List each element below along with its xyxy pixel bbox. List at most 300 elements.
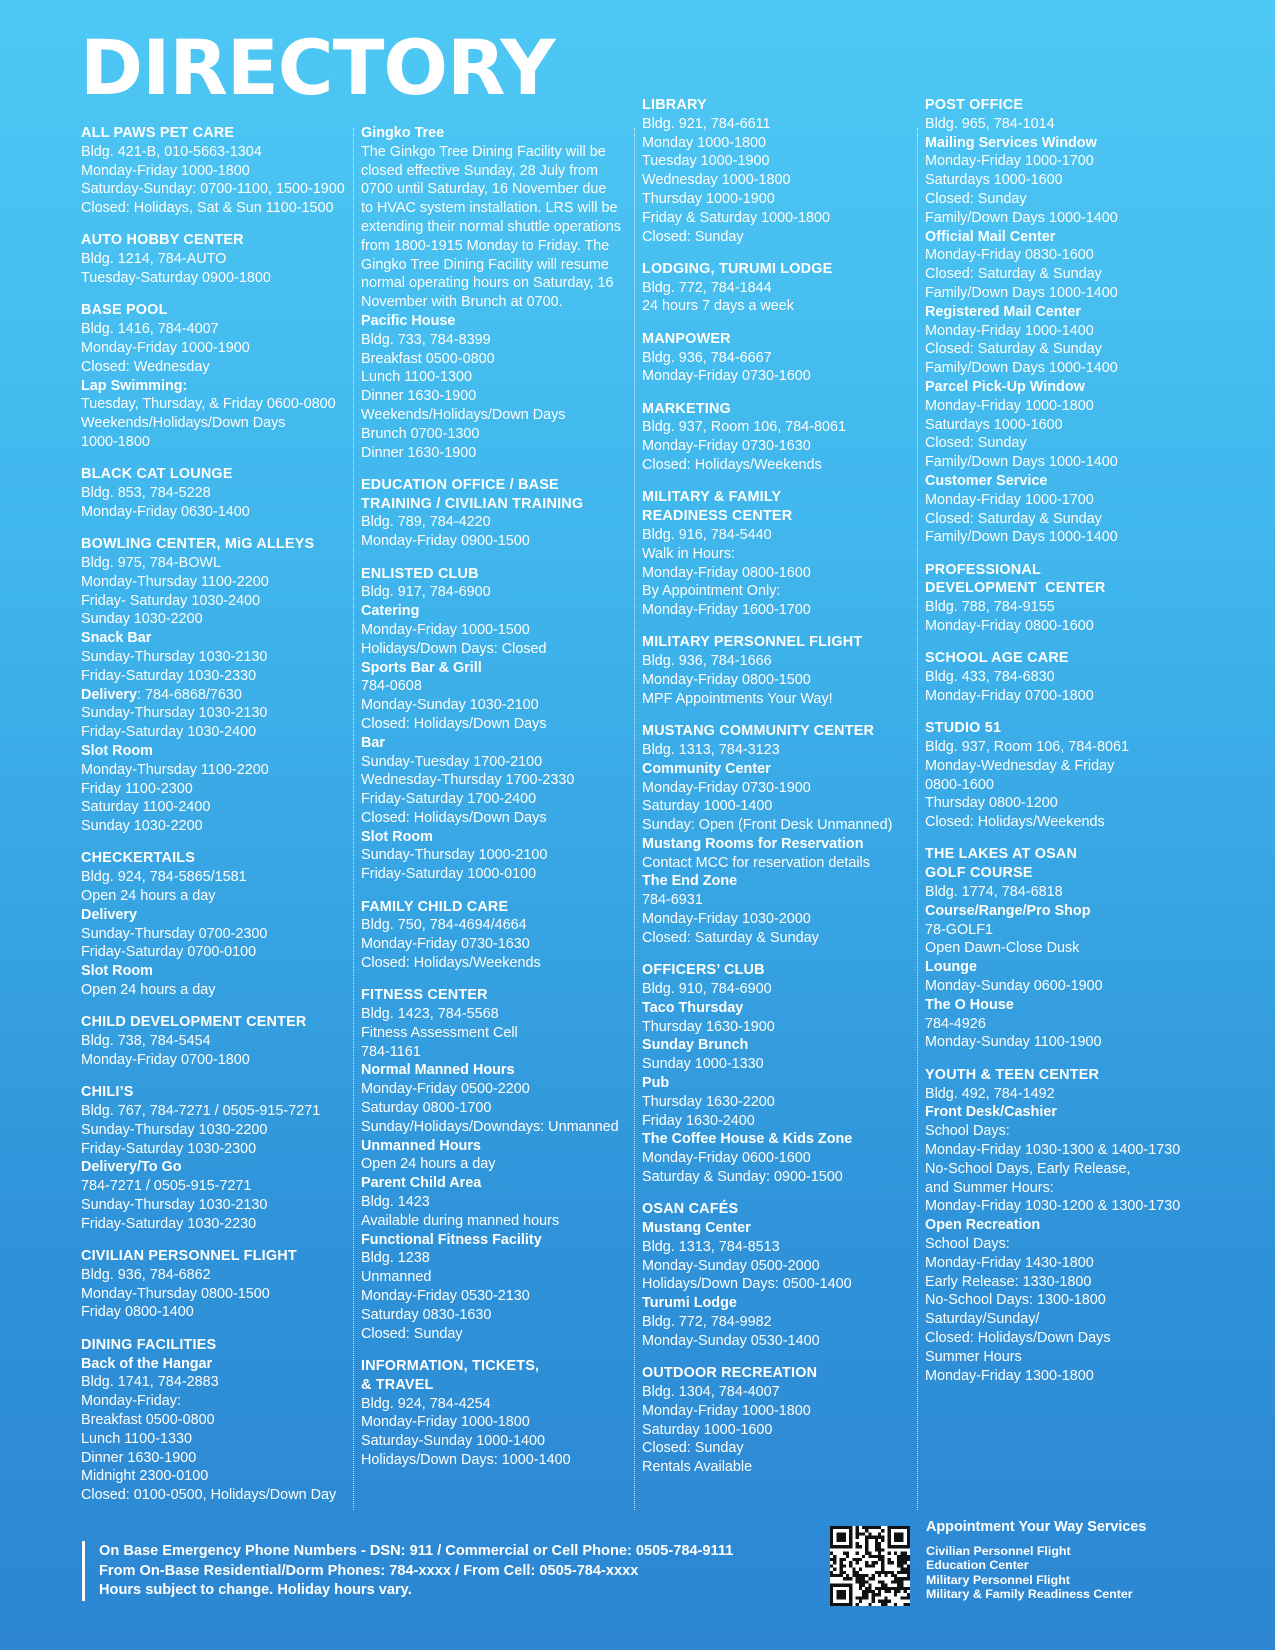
entry-detail-inline: : 784-6868/7630 xyxy=(137,686,242,703)
entry-detail: Bldg. 738, 784-5454 xyxy=(81,1033,211,1050)
directory-entry xyxy=(642,1364,912,1477)
entry-detail: Contact MCC for reservation details xyxy=(642,854,870,871)
entry-detail: Friday 0800-1400 xyxy=(81,1304,194,1321)
entry-subheading: Slot Room xyxy=(361,828,433,845)
entry-detail: Monday-Friday 0730-1600 xyxy=(642,368,811,385)
directory-entry xyxy=(361,565,629,885)
entry-detail: Monday-Sunday 0600-1900 xyxy=(925,978,1103,995)
entry-detail: Sunday 1030-2200 xyxy=(81,611,203,628)
entry-detail: Monday-Friday 1000-1800 xyxy=(925,397,1094,414)
entry-detail: Closed: Saturday & Sunday xyxy=(925,266,1102,283)
entry-detail: Bldg. 788, 784-9155 xyxy=(925,599,1055,616)
entry-detail: Bldg. 853, 784-5228 xyxy=(81,485,211,502)
entry-heading: MUSTANG COMMUNITY CENTER xyxy=(642,723,875,740)
entry-heading: BOWLING CENTER, MiG ALLEYS xyxy=(81,536,315,553)
entry-detail: Saturday-Sunday: 0700-1100, 1500-1900 xyxy=(81,181,345,198)
entry-detail: Bldg. 1423, 784-5568 xyxy=(361,1006,499,1023)
entry-detail: Open 24 hours a day xyxy=(361,1156,496,1173)
entry-detail: Family/Down Days 1000-1400 xyxy=(925,529,1118,546)
entry-heading: INFORMATION, TICKETS, xyxy=(361,1357,540,1374)
entry-detail: Holidays/Down Days: 0500-1400 xyxy=(642,1276,852,1293)
entry-detail: Bldg. 965, 784-1014 xyxy=(925,115,1055,132)
entry-heading: ALL PAWS PET CARE xyxy=(81,125,235,141)
entry-heading: PROFESSIONAL xyxy=(925,561,1041,578)
directory-entry xyxy=(642,1200,912,1350)
entry-detail: Friday-Saturday 1700-2400 xyxy=(361,791,537,808)
entry-detail: Monday-Sunday 0530-1400 xyxy=(642,1332,820,1349)
appointment-service-item: Civilian Personnel Flight xyxy=(926,1543,1071,1558)
entry-detail: Closed: Holidays/Down Days xyxy=(361,809,547,826)
entry-subheading: Slot Room xyxy=(81,742,153,759)
entry-heading: FITNESS CENTER xyxy=(361,987,488,1004)
appointment-service-item: Education Center xyxy=(926,1558,1029,1573)
entry-detail: Midnight 2300-0100 xyxy=(81,1468,209,1485)
entry-detail: Bldg. 750, 784-4694/4664 xyxy=(361,917,527,934)
entry-detail: Closed: Holidays, Sat & Sun 1100-1500 xyxy=(81,200,334,217)
entry-detail: Bldg. 924, 784-5865/1581 xyxy=(81,869,247,886)
entry-detail: Closed: Wednesday xyxy=(81,358,210,375)
entry-detail: Monday-Thursday 0800-1500 xyxy=(81,1285,270,1302)
entry-subheading: Official Mail Center xyxy=(925,228,1056,245)
appointment-services-title: Appointment Your Way Services xyxy=(926,1519,1147,1535)
entry-heading: & TRAVEL xyxy=(361,1376,434,1393)
directory-column-3 xyxy=(642,96,912,1490)
entry-heading: EDUCATION OFFICE / BASE xyxy=(361,476,559,493)
entry-detail: Bldg. 1774, 784-6818 xyxy=(925,884,1063,901)
entry-detail: Closed: Holidays/Down Days xyxy=(361,715,547,732)
qr-code-icon[interactable] xyxy=(830,1526,910,1606)
entry-subheading: Registered Mail Center xyxy=(925,303,1081,320)
entry-detail: Friday-Saturday 1030-2330 xyxy=(81,667,257,684)
entry-detail: Monday-Friday 0800-1600 xyxy=(642,564,811,581)
entry-detail: Family/Down Days 1000-1400 xyxy=(925,360,1118,377)
entry-detail: Monday-Friday 0800-1600 xyxy=(925,618,1094,635)
entry-detail: Monday-Friday 1000-1800 xyxy=(81,162,250,179)
entry-subheading: Normal Manned Hours xyxy=(361,1062,515,1079)
entry-detail: Bldg. 1214, 784-AUTO xyxy=(81,251,227,268)
entry-detail: Closed: Sunday xyxy=(642,1440,744,1457)
directory-entry xyxy=(81,1013,349,1069)
entry-detail: School Days: xyxy=(925,1235,1010,1252)
entry-heading: OSAN CAFÉS xyxy=(642,1201,739,1218)
entry-detail: Closed: Holidays/Down Days xyxy=(925,1329,1111,1346)
directory-entry xyxy=(81,1083,349,1233)
directory-entry xyxy=(925,719,1195,832)
entry-detail: extending their normal shuttle operations xyxy=(361,218,621,235)
entry-detail: Sunday 1000-1330 xyxy=(642,1056,764,1073)
entry-subheading: Course/Range/Pro Shop xyxy=(925,902,1091,919)
entry-detail: Monday-Friday 0700-1800 xyxy=(81,1051,250,1068)
directory-entry xyxy=(925,649,1195,705)
entry-heading: CHECKERTAILS xyxy=(81,850,196,867)
entry-subheading: Turumi Lodge xyxy=(642,1295,737,1312)
entry-detail: Sunday-Thursday 1030-2130 xyxy=(81,1196,268,1213)
entry-subheading: Parent Child Area xyxy=(361,1175,482,1192)
entry-subheading: Front Desk/Cashier xyxy=(925,1104,1057,1121)
entry-subheading: Pub xyxy=(642,1074,670,1091)
entry-detail: Bldg. 1304, 784-4007 xyxy=(642,1383,780,1400)
directory-entry xyxy=(642,961,912,1187)
entry-detail: Wednesday 1000-1800 xyxy=(642,172,791,189)
entry-detail: Monday-Friday 0730-1630 xyxy=(361,936,530,953)
entry-detail: Bldg. 910, 784-6900 xyxy=(642,980,772,997)
directory-entry xyxy=(925,96,1195,547)
entry-heading: CHILD DEVELOPMENT CENTER xyxy=(81,1014,307,1031)
directory-column-2 xyxy=(361,124,629,1483)
entry-detail: Early Release: 1330-1800 xyxy=(925,1273,1092,1290)
directory-entry xyxy=(81,231,349,287)
entry-detail: 784-6931 xyxy=(642,892,703,909)
entry-detail: Bldg. 924, 784-4254 xyxy=(361,1395,491,1412)
entry-subheading: The Coffee House & Kids Zone xyxy=(642,1131,853,1148)
directory-entry xyxy=(81,849,349,999)
entry-detail: Closed: Sunday xyxy=(925,435,1027,452)
entry-detail: Monday-Friday 1000-1500 xyxy=(361,621,530,638)
entry-subheading: Customer Service xyxy=(925,472,1048,489)
emergency-info-footer xyxy=(99,1542,733,1601)
entry-detail: 784-4926 xyxy=(925,1015,986,1032)
entry-subheading: Bar xyxy=(361,734,385,751)
entry-detail: Sunday 1030-2200 xyxy=(81,818,203,835)
entry-subheading: Delivery xyxy=(81,906,138,923)
entry-subheading: Functional Fitness Facility xyxy=(361,1231,542,1248)
entry-detail: Monday-Friday 1600-1700 xyxy=(642,602,811,619)
entry-detail: Bldg. 1423 xyxy=(361,1194,430,1211)
entry-detail: No-School Days, Early Release, xyxy=(925,1160,1131,1177)
entry-subheading: Pacific House xyxy=(361,312,456,329)
entry-detail: Monday-Friday 0600-1600 xyxy=(642,1150,811,1167)
entry-detail: Bldg. 767, 784-7271 / 0505-915-7271 xyxy=(81,1102,321,1119)
hours-disclaimer-line: Hours subject to change. Holiday hours vary. xyxy=(99,1582,412,1598)
entry-heading: CHILI’S xyxy=(81,1084,134,1101)
entry-detail: Saturday 0830-1630 xyxy=(361,1306,492,1323)
entry-detail: Saturday & Sunday: 0900-1500 xyxy=(642,1168,843,1185)
entry-detail: Tuesday, Thursday, & Friday 0600-0800 xyxy=(81,396,336,413)
entry-detail: Bldg. 492, 784-1492 xyxy=(925,1085,1055,1102)
entry-detail: By Appointment Only: xyxy=(642,583,781,600)
entry-detail: Sunday: Open (Front Desk Unmanned) xyxy=(642,817,893,834)
entry-detail: Closed: Sunday xyxy=(925,190,1027,207)
entry-detail: Closed: Saturday & Sunday xyxy=(642,929,819,946)
appointment-services-panel xyxy=(926,1520,1146,1602)
entry-heading: OUTDOOR RECREATION xyxy=(642,1365,818,1382)
entry-detail: Bldg. 433, 784-6830 xyxy=(925,669,1055,686)
entry-detail: Summer Hours xyxy=(925,1348,1022,1365)
directory-entry xyxy=(642,633,912,708)
entry-detail: Thursday 1630-1900 xyxy=(642,1018,775,1035)
appointment-service-item: Military Personnel Flight xyxy=(926,1572,1070,1587)
entry-detail: Saturday 1000-1400 xyxy=(642,798,773,815)
entry-detail: Closed: 0100-0500, Holidays/Down Day xyxy=(81,1487,337,1504)
entry-detail: Family/Down Days 1000-1400 xyxy=(925,209,1118,226)
entry-detail: Monday-Friday 1000-1800 xyxy=(642,1402,811,1419)
entry-detail: Bldg. 789, 784-4220 xyxy=(361,514,491,531)
entry-heading: AUTO HOBBY CENTER xyxy=(81,232,244,249)
entry-detail: Sunday-Thursday 1030-2130 xyxy=(81,648,268,665)
entry-detail: Walk in Hours: xyxy=(642,545,736,562)
entry-detail: Bldg. 1238 xyxy=(361,1250,430,1267)
entry-detail: 0700 until Saturday, 16 November due xyxy=(361,181,607,198)
directory-entry xyxy=(925,845,1195,1052)
entry-detail: Friday-Saturday 1000-0100 xyxy=(361,866,537,883)
entry-heading: OFFICERS’ CLUB xyxy=(642,962,765,979)
entry-detail: Bldg. 1313, 784-8513 xyxy=(642,1238,780,1255)
entry-detail: closed effective Sunday, 28 July from xyxy=(361,162,599,179)
footer-accent-bar xyxy=(82,1541,85,1601)
entry-heading: CIVILIAN PERSONNEL FLIGHT xyxy=(81,1248,297,1265)
entry-detail: Sunday-Thursday 1030-2200 xyxy=(81,1121,268,1138)
directory-entry xyxy=(642,722,912,948)
entry-heading: GOLF COURSE xyxy=(925,865,1033,882)
entry-detail: 784-0608 xyxy=(361,678,422,695)
entry-detail: Monday-Sunday 1030-2100 xyxy=(361,697,539,714)
directory-entry xyxy=(361,124,629,462)
entry-detail: Monday-Friday 0830-1600 xyxy=(925,247,1094,264)
entry-detail: Closed: Saturday & Sunday xyxy=(925,341,1102,358)
entry-detail: Bldg. 1416, 784-4007 xyxy=(81,321,219,338)
directory-entry xyxy=(81,1247,349,1322)
directory-entry xyxy=(361,1357,629,1470)
entry-detail: Unmanned xyxy=(361,1269,432,1286)
entry-detail: Monday-Friday 1030-1300 & 1400-1730 xyxy=(925,1141,1181,1158)
directory-entry xyxy=(642,488,912,620)
entry-subheading: Snack Bar xyxy=(81,630,152,647)
entry-detail: Monday-Friday 0730-1900 xyxy=(642,779,811,796)
entry-heading: THE LAKES AT OSAN xyxy=(925,846,1078,863)
entry-heading: TRAINING / CIVILIAN TRAINING xyxy=(361,495,584,512)
directory-entry xyxy=(925,561,1195,636)
entry-detail: Monday-Friday: xyxy=(81,1393,181,1410)
entry-subheading: Delivery/To Go xyxy=(81,1159,182,1176)
entry-detail: Monday-Thursday 1100-2200 xyxy=(81,573,269,590)
entry-detail: Bldg. 772, 784-1844 xyxy=(642,279,772,296)
entry-detail: Saturday 1100-2400 xyxy=(81,799,211,816)
entry-detail: Monday-Sunday 0500-2000 xyxy=(642,1257,820,1274)
entry-detail: Closed: Holidays/Weekends xyxy=(642,457,822,474)
entry-detail: Closed: Holidays/Weekends xyxy=(361,954,541,971)
entry-detail: Weekends/Holidays/Down Days xyxy=(361,406,566,423)
entry-detail: Bldg. 937, Room 106, 784-8061 xyxy=(642,419,847,436)
entry-subheading: Open Recreation xyxy=(925,1217,1041,1234)
entry-detail: No-School Days: 1300-1800 xyxy=(925,1292,1106,1309)
entry-subheading: The O House xyxy=(925,996,1014,1013)
directory-entry xyxy=(642,260,912,316)
entry-detail: Bldg. 937, Room 106, 784-8061 xyxy=(925,739,1130,755)
entry-detail: Friday-Saturday 1030-2400 xyxy=(81,724,257,741)
entry-heading: YOUTH & TEEN CENTER xyxy=(925,1066,1100,1083)
entry-detail: Monday-Thursday 1100-2200 xyxy=(81,761,269,778)
entry-detail: Lunch 1100-1300 xyxy=(361,369,472,386)
entry-detail: 24 hours 7 days a week xyxy=(642,298,794,315)
directory-entry xyxy=(361,986,629,1343)
entry-detail: Family/Down Days 1000-1400 xyxy=(925,454,1118,471)
entry-detail: Saturday/Sunday/ xyxy=(925,1311,1040,1328)
entry-detail: Bldg. 921, 784-6611 xyxy=(642,115,771,132)
entry-detail: November with Brunch at 0700. xyxy=(361,294,563,311)
entry-detail: Bldg. 772, 784-9982 xyxy=(642,1314,772,1331)
entry-detail: Monday-Friday 1300-1800 xyxy=(925,1367,1094,1384)
entry-heading: BLACK CAT LOUNGE xyxy=(81,466,233,483)
entry-detail: Sunday-Thursday 0700-2300 xyxy=(81,925,268,942)
directory-entry xyxy=(81,535,349,836)
entry-subheading: Sports Bar & Grill xyxy=(361,659,482,676)
entry-detail: Lunch 1100-1330 xyxy=(81,1430,192,1447)
entry-detail: Saturdays 1000-1600 xyxy=(925,172,1063,189)
entry-detail: Bldg. 917, 784-6900 xyxy=(361,584,491,601)
entry-heading: MILITARY & FAMILY xyxy=(642,489,782,506)
entry-subheading: Catering xyxy=(361,603,420,620)
entry-subheading: Back of the Hangar xyxy=(81,1355,213,1372)
entry-heading: MILITARY PERSONNEL FLIGHT xyxy=(642,634,863,651)
entry-detail: Friday-Saturday 1030-2300 xyxy=(81,1140,257,1157)
entry-subheading: Lounge xyxy=(925,959,977,976)
entry-detail: Gingko Tree Dining Facility will resume xyxy=(361,256,609,273)
entry-subheading: Mustang Rooms for Reservation xyxy=(642,835,864,852)
entry-detail: Breakfast 0500-0800 xyxy=(81,1411,215,1428)
entry-detail: 784-7271 / 0505-915-7271 xyxy=(81,1178,252,1195)
entry-detail: School Days: xyxy=(925,1123,1010,1140)
entry-detail: Brunch 0700-1300 xyxy=(361,425,480,442)
entry-detail: Thursday 1630-2200 xyxy=(642,1093,775,1110)
entry-detail: Closed: Holidays/Weekends xyxy=(925,814,1105,831)
entry-detail: The Ginkgo Tree Dining Facility will be xyxy=(361,143,606,160)
entry-subheading: Mailing Services Window xyxy=(925,134,1097,151)
entry-detail: Holidays/Down Days: Closed xyxy=(361,640,547,657)
directory-entry xyxy=(361,476,629,551)
entry-heading: MANPOWER xyxy=(642,330,731,347)
entry-subheading: Slot Room xyxy=(81,963,153,980)
entry-heading: ENLISTED CLUB xyxy=(361,565,479,582)
entry-detail: Bldg. 1313, 784-3123 xyxy=(642,741,780,758)
entry-detail: Saturday 1000-1600 xyxy=(642,1421,773,1438)
entry-detail: Monday-Friday 0630-1400 xyxy=(81,503,250,520)
entry-detail: Monday-Friday 1030-1200 & 1300-1730 xyxy=(925,1198,1181,1215)
entry-detail: Thursday 1000-1900 xyxy=(642,190,775,207)
entry-subheading: Community Center xyxy=(642,760,771,777)
entry-detail: Rentals Available xyxy=(642,1459,753,1476)
entry-subheading: Sunday Brunch xyxy=(642,1037,749,1054)
entry-subheading: Taco Thursday xyxy=(642,999,744,1016)
entry-subheading: The End Zone xyxy=(642,873,738,890)
entry-detail: Friday 1630-2400 xyxy=(642,1112,755,1129)
entry-subheading: Parcel Pick-Up Window xyxy=(925,378,1085,395)
entry-detail: Bldg. 733, 784-8399 xyxy=(361,331,491,348)
entry-heading: POST OFFICE xyxy=(925,97,1024,113)
entry-detail: Friday 1100-2300 xyxy=(81,780,193,797)
entry-detail: Dinner 1630-1900 xyxy=(81,1449,197,1466)
entry-detail: Monday-Friday 0800-1500 xyxy=(642,672,811,689)
entry-detail: normal operating hours on Saturday, 16 xyxy=(361,275,614,292)
directory-column-1 xyxy=(81,124,349,1518)
entry-detail: Monday-Friday 1000-1900 xyxy=(81,339,250,356)
directory-entry xyxy=(642,330,912,386)
appointment-service-item: Military & Family Readiness Center xyxy=(926,1587,1133,1602)
entry-detail: Saturday-Sunday 1000-1400 xyxy=(361,1433,546,1450)
entry-detail: Bldg. 936, 784-6862 xyxy=(81,1266,211,1283)
entry-subheading: Lap Swimming: xyxy=(81,377,188,394)
entry-detail: Friday & Saturday 1000-1800 xyxy=(642,209,830,226)
entry-detail: Bldg. 1741, 784-2883 xyxy=(81,1374,219,1391)
entry-detail: Monday-Friday 0530-2130 xyxy=(361,1288,530,1305)
entry-heading: DEVELOPMENT CENTER xyxy=(925,580,1106,597)
entry-heading: LODGING, TURUMI LODGE xyxy=(642,260,833,277)
entry-heading: MARKETING xyxy=(642,400,731,417)
entry-detail: Monday-Sunday 1100-1900 xyxy=(925,1034,1102,1051)
entry-detail: Bldg. 421-B, 010-5663-1304 xyxy=(81,143,262,160)
entry-detail: Monday-Friday 0900-1500 xyxy=(361,533,530,550)
directory-entry xyxy=(642,400,912,475)
entry-detail: Sunday/Holidays/Downdays: Unmanned xyxy=(361,1118,619,1135)
entry-detail: Open 24 hours a day xyxy=(81,981,216,998)
entry-detail: Monday-Friday 1000-1400 xyxy=(925,322,1094,339)
entry-heading: BASE POOL xyxy=(81,302,168,319)
entry-detail: Open Dawn-Close Dusk xyxy=(925,940,1080,957)
entry-detail: Dinner 1630-1900 xyxy=(361,388,477,405)
entry-detail: Monday-Friday 1000-1700 xyxy=(925,491,1094,508)
entry-detail: 1000-1800 xyxy=(81,433,150,450)
entry-detail: Saturday 0800-1700 xyxy=(361,1100,492,1117)
entry-detail: Dinner 1630-1900 xyxy=(361,444,477,461)
entry-detail: Friday- Saturday 1030-2400 xyxy=(81,592,261,609)
directory-entry xyxy=(925,1066,1195,1386)
emergency-phone-line: On Base Emergency Phone Numbers - DSN: 911 / Commercial or Cell Phone: 0505-784-9111 xyxy=(99,1543,734,1559)
entry-detail: Bldg. 975, 784-BOWL xyxy=(81,554,221,571)
entry-detail: MPF Appointments Your Way! xyxy=(642,690,833,707)
entry-detail: Sunday-Thursday 1030-2130 xyxy=(81,705,268,722)
entry-detail: Monday-Friday 1430-1800 xyxy=(925,1254,1094,1271)
entry-heading: SCHOOL AGE CARE xyxy=(925,650,1069,667)
entry-detail: Monday-Friday 0730-1630 xyxy=(642,438,811,455)
page-title: DIRECTORY xyxy=(80,23,555,112)
entry-detail: Thursday 0800-1200 xyxy=(925,795,1058,812)
entry-detail: 78-GOLF1 xyxy=(925,921,993,938)
entry-detail: Bldg. 916, 784-5440 xyxy=(642,526,772,543)
entry-detail: Monday-Friday 0700-1800 xyxy=(925,687,1094,704)
entry-detail: Available during manned hours xyxy=(361,1212,560,1229)
directory-column-4 xyxy=(925,96,1195,1399)
entry-detail: from 1800-1915 Monday to Friday. The xyxy=(361,237,610,254)
entry-heading: FAMILY CHILD CARE xyxy=(361,898,509,915)
entry-detail: Closed: Sunday xyxy=(361,1325,463,1342)
directory-entry xyxy=(81,1336,349,1505)
entry-detail: to HVAC system installation. LRS will be xyxy=(361,200,618,217)
entry-detail: Family/Down Days 1000-1400 xyxy=(925,284,1118,301)
directory-entry xyxy=(361,898,629,973)
entry-detail: Open 24 hours a day xyxy=(81,887,216,904)
entry-detail: Wednesday-Thursday 1700-2330 xyxy=(361,772,575,789)
entry-detail: and Summer Hours: xyxy=(925,1179,1054,1196)
entry-detail: Sunday-Tuesday 1700-2100 xyxy=(361,753,543,770)
entry-heading: DINING FACILITIES xyxy=(81,1336,217,1353)
entry-detail: Tuesday-Saturday 0900-1800 xyxy=(81,270,271,287)
column-divider xyxy=(634,128,635,1510)
entry-detail: Saturdays 1000-1600 xyxy=(925,416,1063,433)
entry-heading: READINESS CENTER xyxy=(642,508,793,525)
entry-detail: Bldg. 936, 784-6667 xyxy=(642,349,772,366)
entry-detail: Holidays/Down Days: 1000-1400 xyxy=(361,1451,571,1468)
entry-detail: Monday-Friday 1030-2000 xyxy=(642,911,811,928)
entry-detail: Monday-Friday 1000-1700 xyxy=(925,153,1094,170)
entry-detail: Monday-Wednesday & Friday xyxy=(925,757,1115,774)
entry-subheading: Mustang Center xyxy=(642,1220,751,1237)
entry-heading: STUDIO 51 xyxy=(925,720,1002,737)
directory-entry xyxy=(81,465,349,521)
entry-detail: Weekends/Holidays/Down Days xyxy=(81,415,286,432)
directory-entry xyxy=(642,96,912,246)
directory-entry xyxy=(81,301,349,451)
column-divider xyxy=(353,128,354,1510)
column-divider xyxy=(917,128,918,1510)
